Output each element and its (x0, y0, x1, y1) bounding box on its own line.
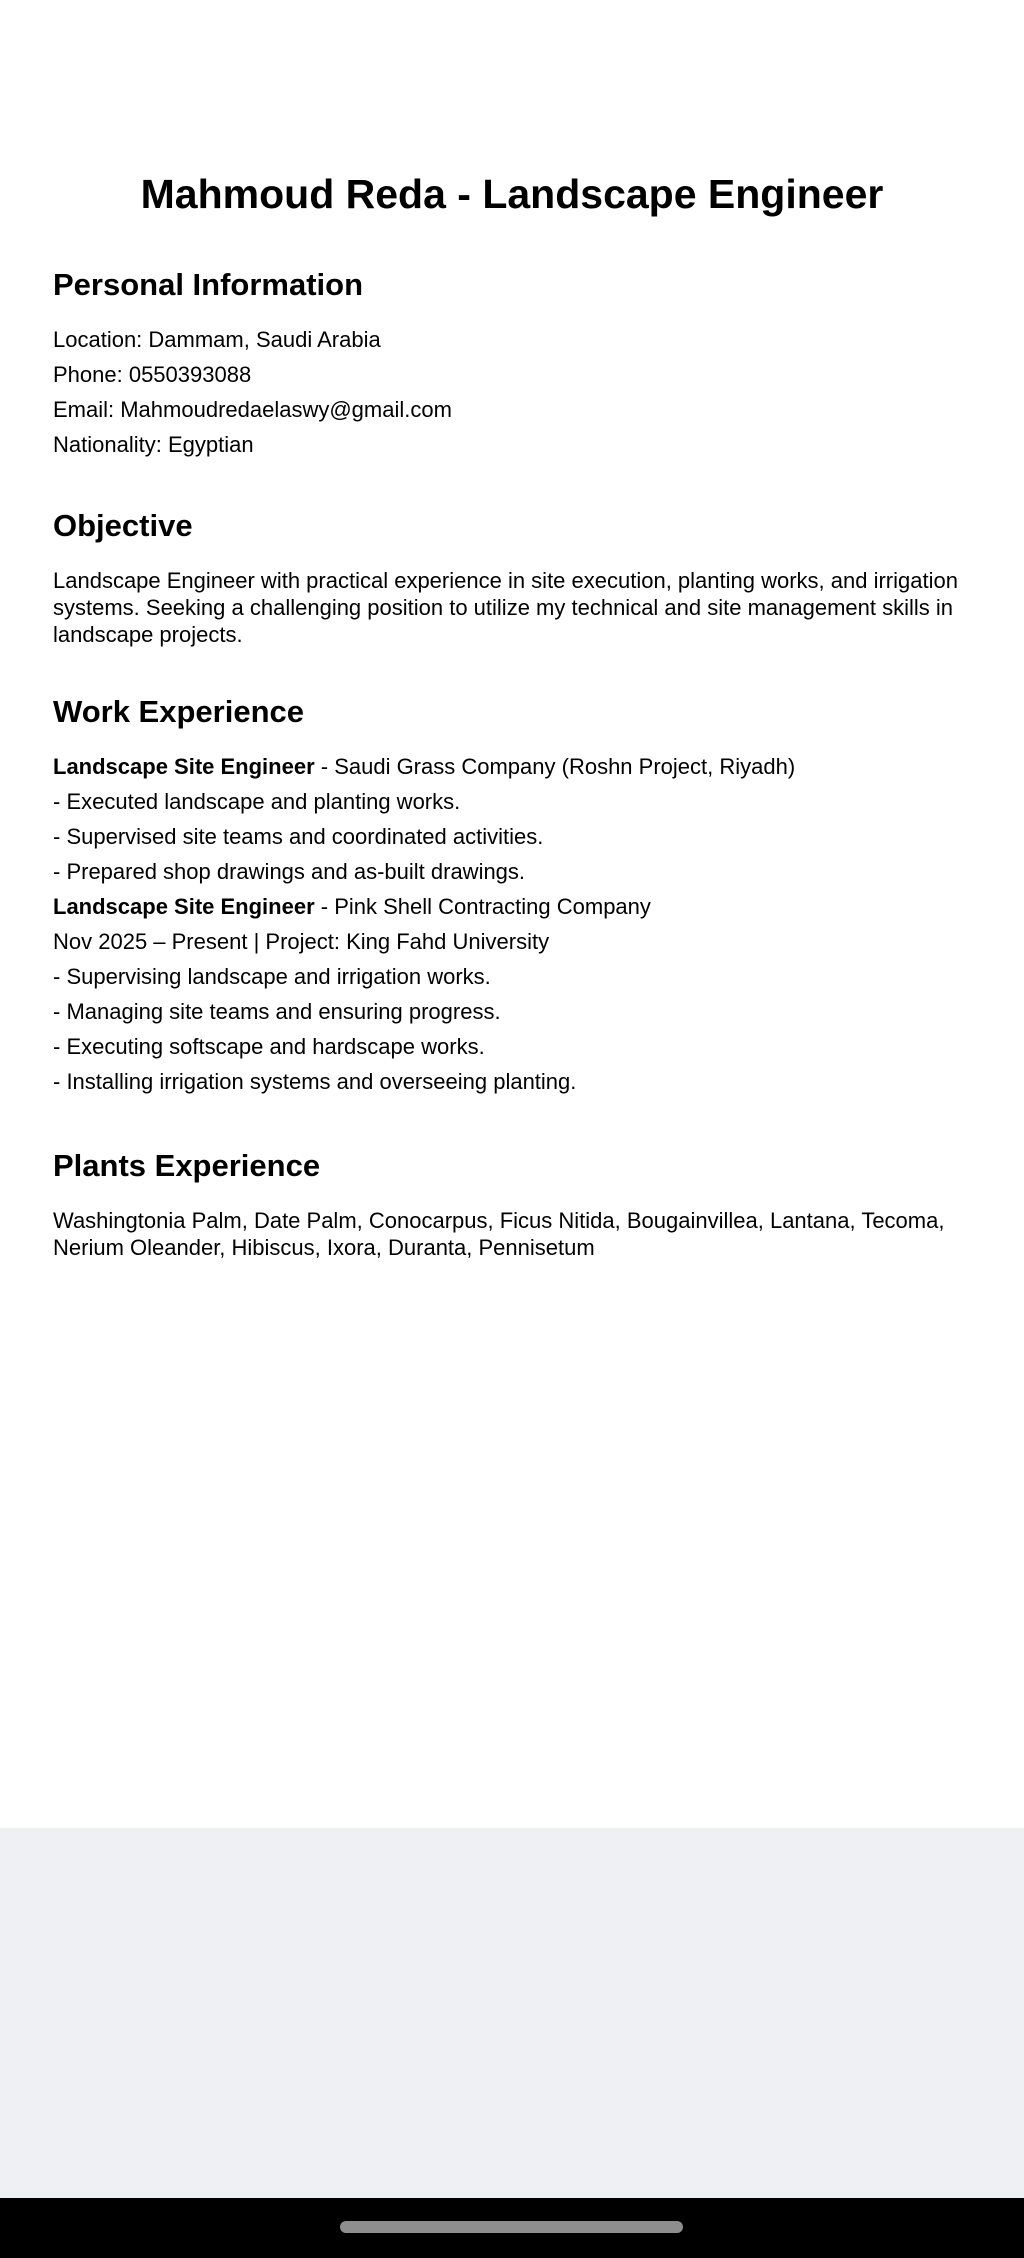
personal-information-section (53, 265, 971, 462)
job-company: - Pink Shell Contracting Company (314, 894, 651, 919)
objective-section (53, 506, 971, 648)
home-indicator[interactable] (340, 2221, 683, 2233)
phone-line: Phone: 0550393088 (53, 362, 252, 387)
job-bullet: - Prepared shop drawings and as-built drawings. (53, 859, 526, 884)
plants-experience-section (53, 1146, 971, 1261)
job-header (53, 889, 971, 924)
job-bullet: - Installing irrigation systems and overseeing planting. (53, 1069, 577, 1094)
job-header (53, 749, 971, 784)
job-company: - Saudi Grass Company (Roshn Project, Riyadh) (314, 754, 796, 779)
work-experience-section (53, 692, 971, 1099)
section-heading-personal: Personal Information (53, 267, 364, 302)
job-bullet: - Executed landscape and planting works. (53, 789, 461, 814)
section-heading-objective: Objective (53, 508, 193, 543)
nationality-line: Nationality: Egyptian (53, 432, 254, 457)
section-heading-plants: Plants Experience (53, 1148, 321, 1183)
location-line: Location: Dammam, Saudi Arabia (53, 327, 381, 352)
plants-text: Washingtonia Palm, Date Palm, Conocarpus, Ficus Nitida, Bougainvillea, Lantana, Tecoma, Nerium Oleander, Hibiscus, Ixora, Duranta, Pennisetum (53, 1208, 945, 1260)
job-bullet: - Executing softscape and hardscape works. (53, 1034, 485, 1059)
objective-text: Landscape Engineer with practical experience in site execution, planting works, and irrigation systems. Seeking a challenging position to utilize my technical and site management skills in landscape projects. (53, 568, 958, 647)
job-period: Nov 2025 – Present | Project: King Fahd University (53, 929, 550, 954)
job-role: Landscape Site Engineer (53, 754, 315, 779)
page-title: Mahmoud Reda - Landscape Engineer (140, 171, 884, 217)
job-role: Landscape Site Engineer (53, 894, 315, 919)
job-bullet: - Managing site teams and ensuring progress. (53, 999, 501, 1024)
email-line: Email: Mahmoudredaelaswy@gmail.com (53, 397, 452, 422)
section-heading-work: Work Experience (53, 694, 304, 729)
system-navigation-bar (0, 2198, 1024, 2258)
job-bullet: - Supervising landscape and irrigation works. (53, 964, 491, 989)
job-bullet: - Supervised site teams and coordinated activities. (53, 824, 544, 849)
